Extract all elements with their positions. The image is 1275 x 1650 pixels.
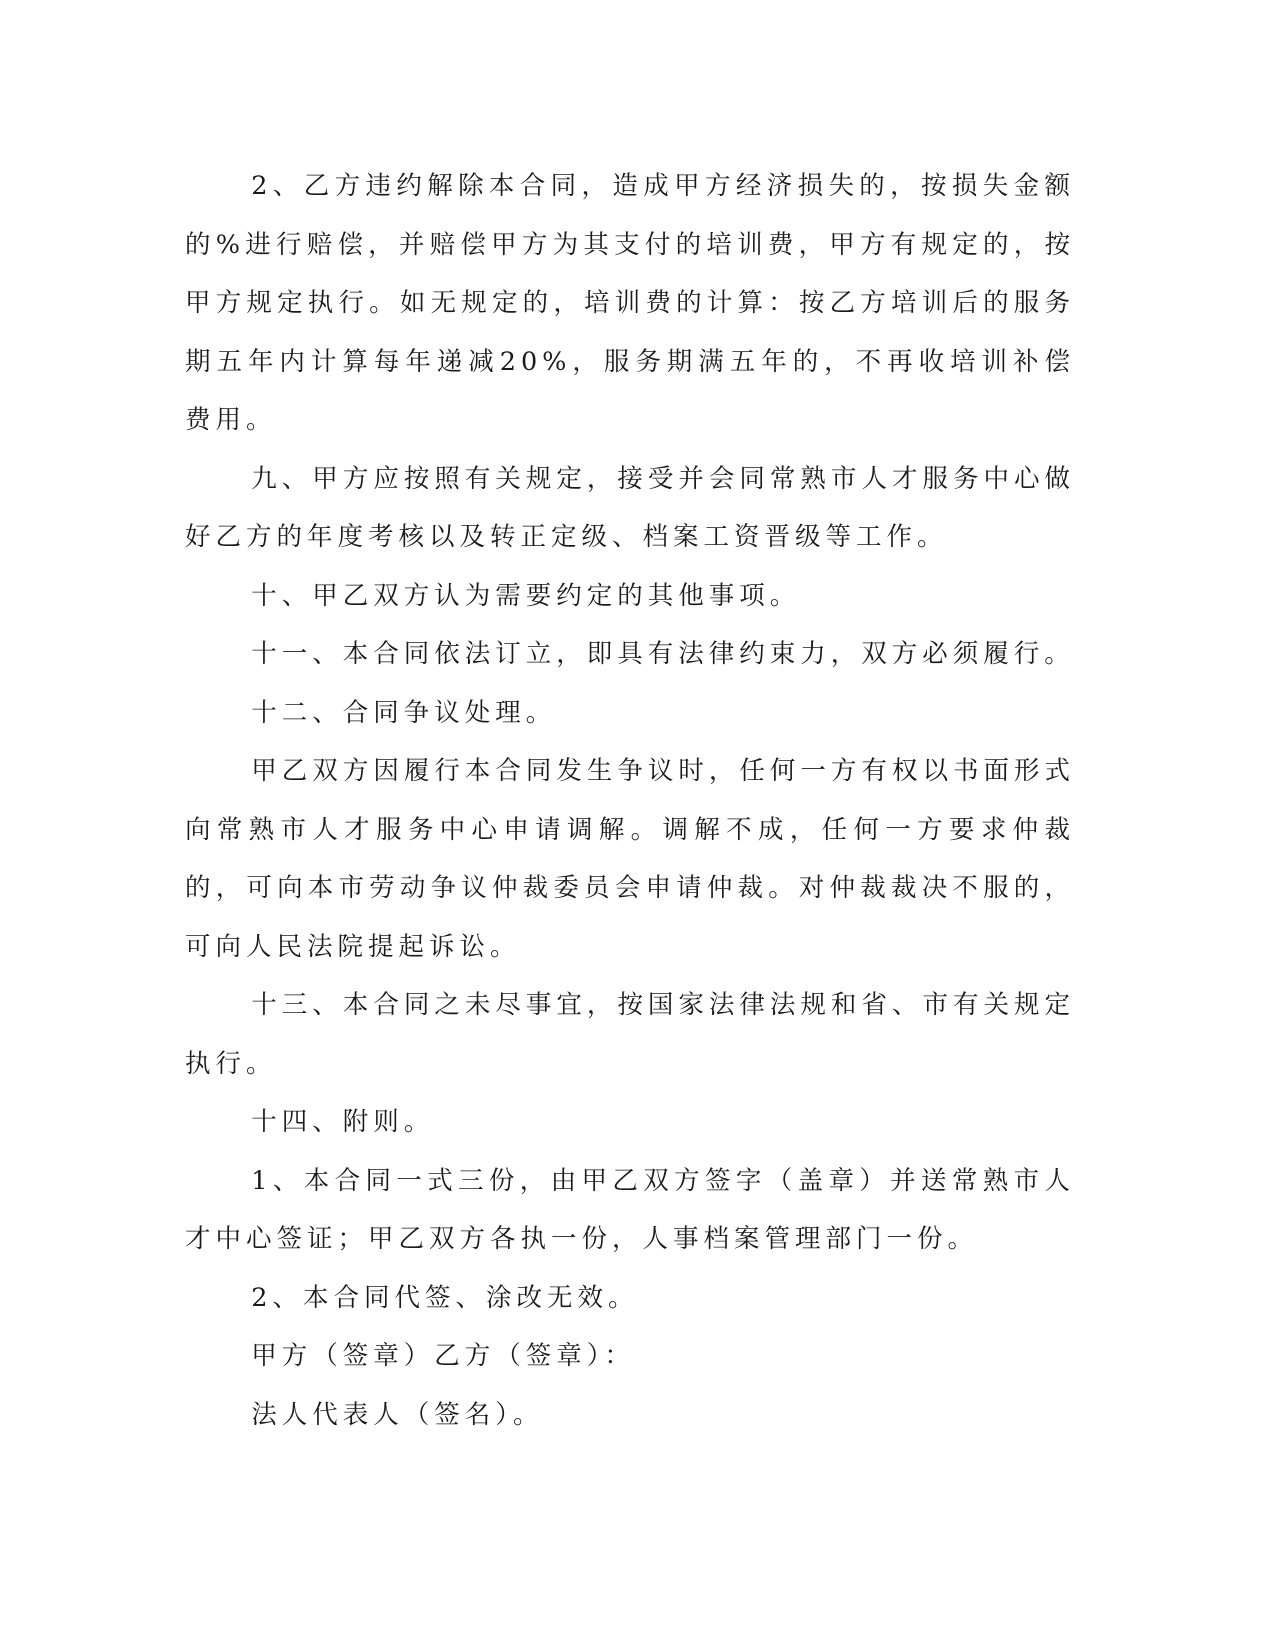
clause-12-heading: 十二、合同争议处理。 [251, 697, 557, 728]
contract-body [185, 157, 1075, 1444]
clause-8-2-paragraph: 2、乙方违约解除本合同，造成甲方经济损失的，按损失金额的%进行赔偿，并赔偿甲方为其支付的培训费，甲方有规定的，按甲方规定执行。如无规定的，培训费的计算：按乙方培训后的服务期五年内计算每年递减20%，服务期满五年的，不再收培训补偿费用。 [185, 171, 1075, 435]
clause-9-paragraph: 九、甲方应按照有关规定，接受并会同常熟市人才服务中心做好乙方的年度考核以及转正定级、档案工资晋级等工作。 [185, 463, 1075, 552]
clause-11-paragraph: 十一、本合同依法订立，即具有法律约束力，双方必须履行。 [251, 639, 1075, 669]
signature-line-legal-rep: 法人代表人（签名）。 [251, 1399, 544, 1430]
clause-12-body-paragraph: 甲乙双方因履行本合同发生争议时，任何一方有权以书面形式向常熟市人才服务中心申请调解。调解不成，任何一方要求仲裁的，可向本市劳动争议仲裁委员会申请仲裁。对仲裁裁决不服的，可向人民法院提起诉讼。 [185, 756, 1075, 962]
signature-line-parties: 甲方（签章）乙方（签章）： [251, 1341, 636, 1371]
clause-14-2-paragraph: 2、本合同代签、涂改无效。 [251, 1282, 639, 1313]
clause-14-1-paragraph: 1、本合同一式三份，由甲乙双方签字（盖章）并送常熟市人才中心签证；甲乙双方各执一份，人事档案管理部门一份。 [185, 1165, 1075, 1254]
clause-10-paragraph: 十、甲乙双方认为需要约定的其他事项。 [251, 580, 801, 611]
clause-13-paragraph: 十三、本合同之未尽事宜，按国家法律法规和省、市有关规定执行。 [185, 990, 1075, 1079]
clause-14-heading: 十四、附则。 [251, 1107, 435, 1137]
